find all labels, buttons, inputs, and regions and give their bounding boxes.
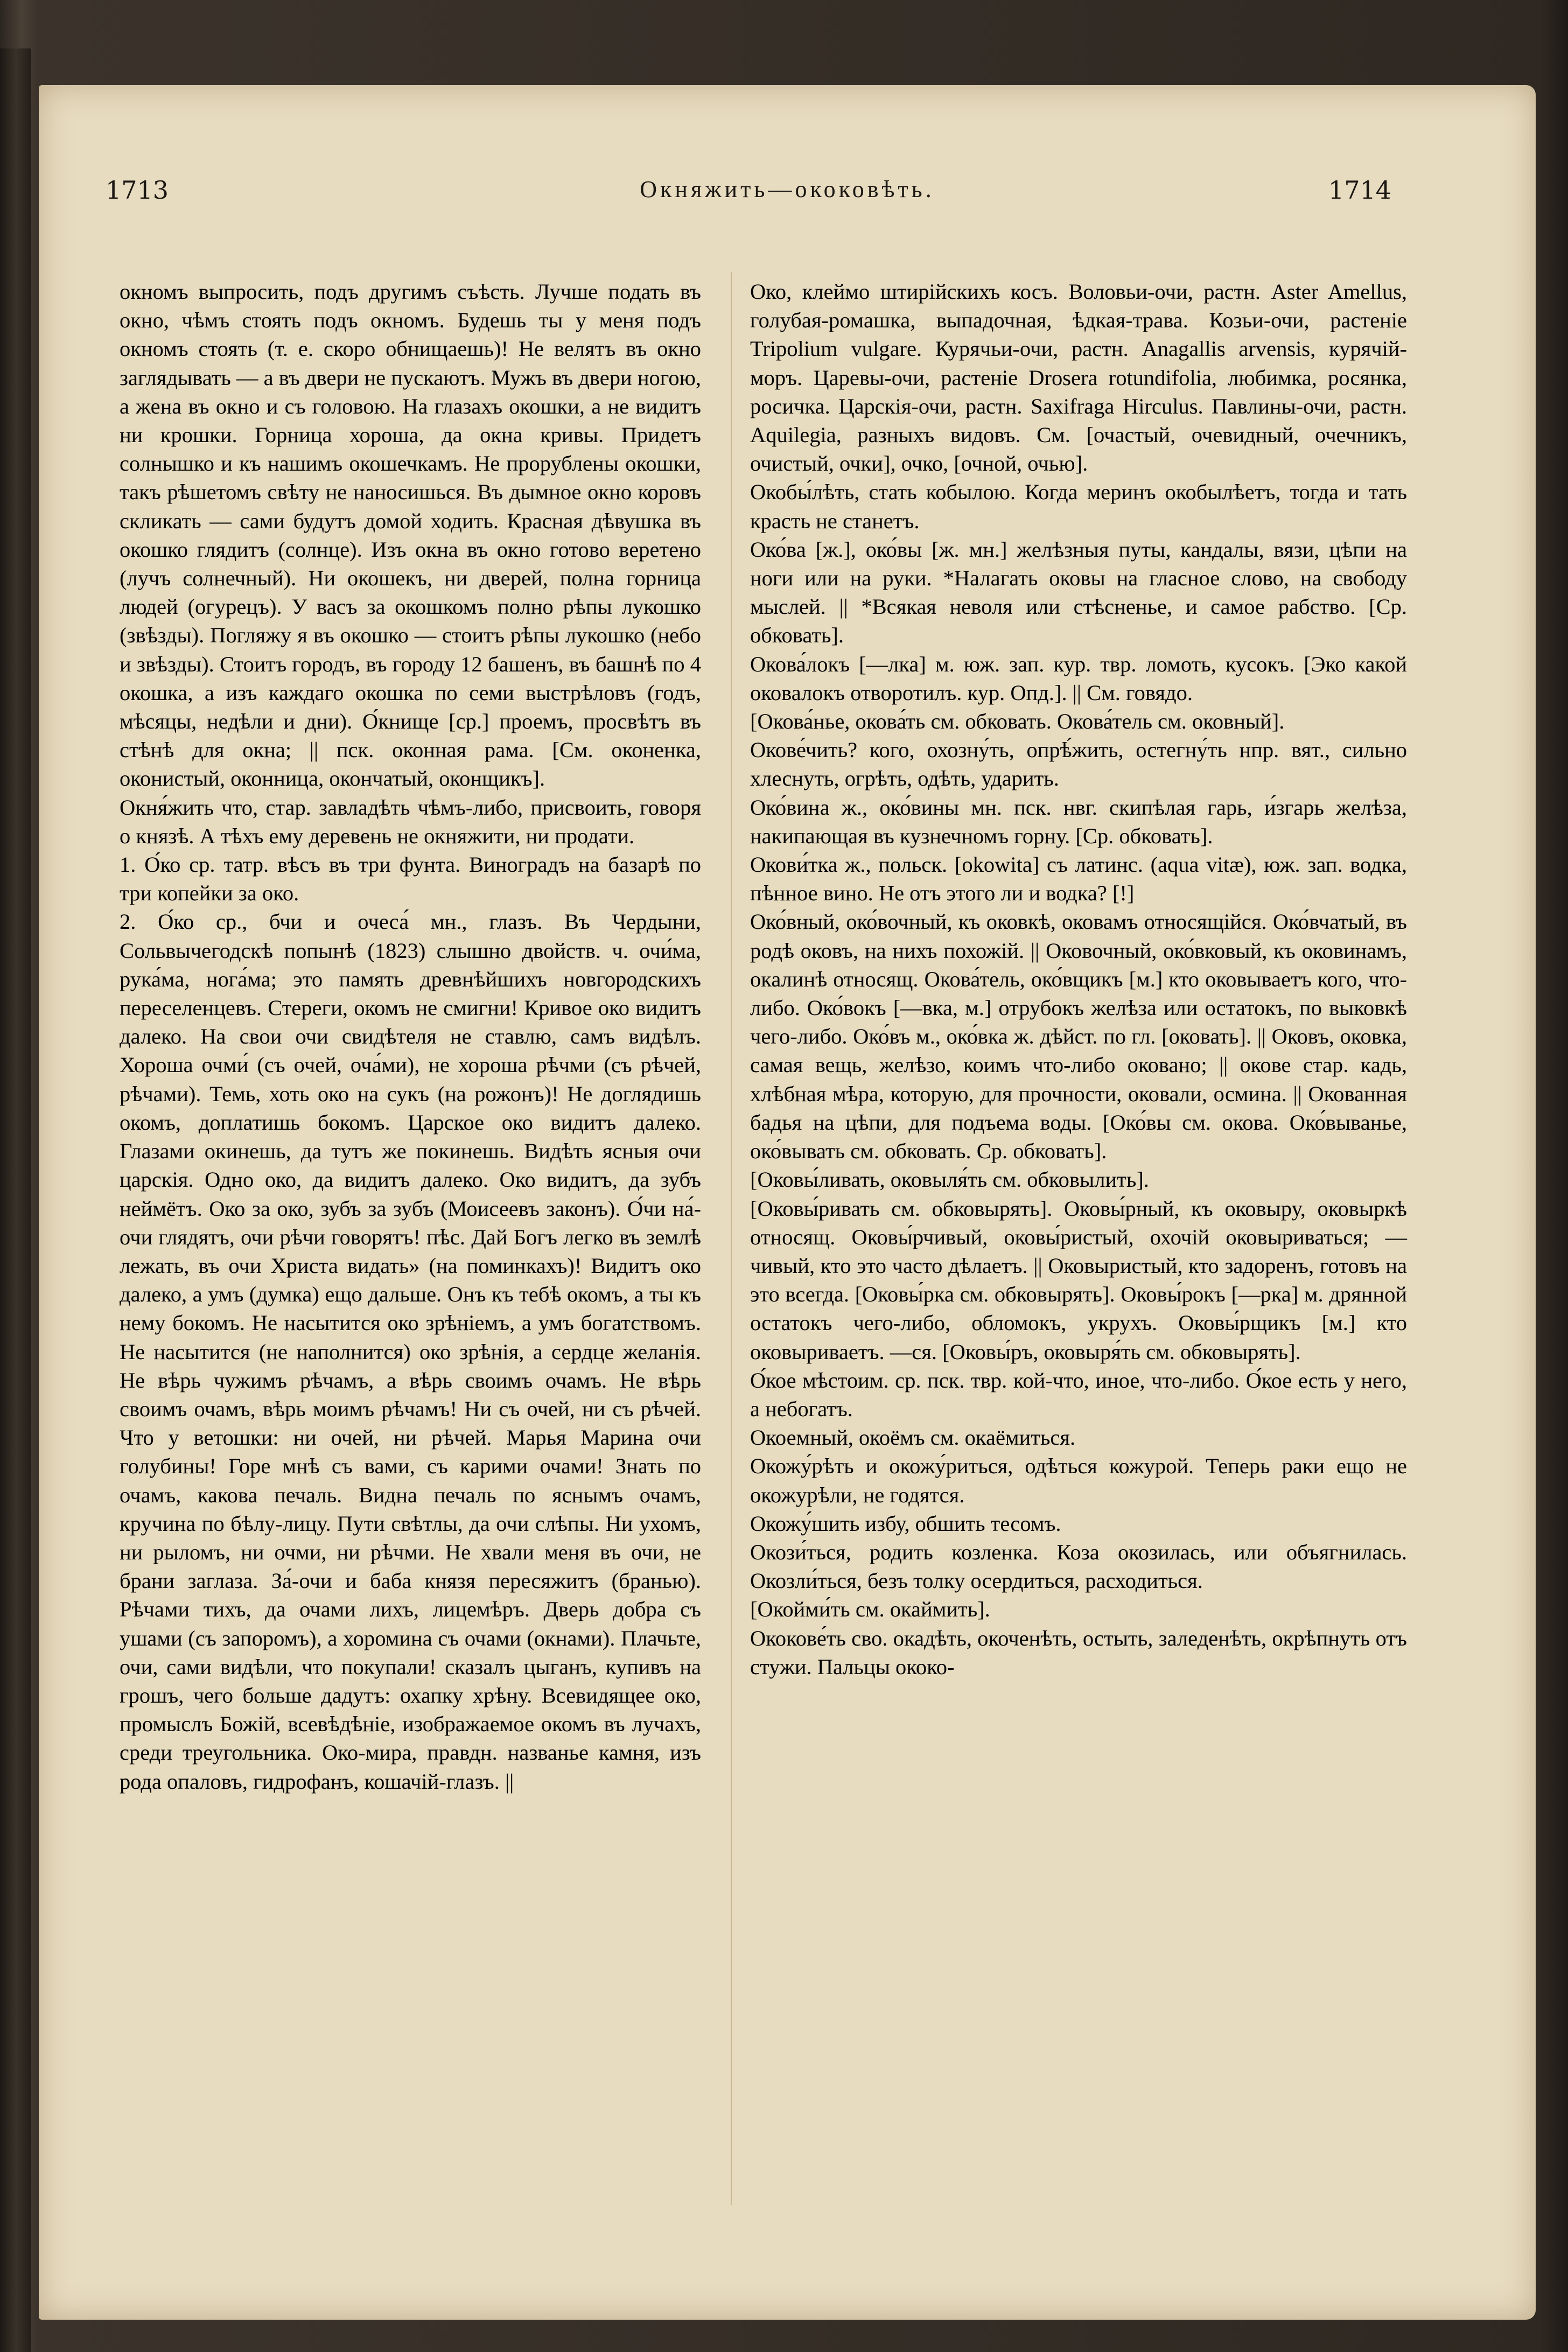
entry-paragraph: [Оковы́ливать, оковыля́ть см. обковылить]. [750,1167,1149,1192]
entry-paragraph: 1. О́ко ср. татр. вѣсъ въ три фунта. Виноградъ на базарѣ по три копейки за око. [120,852,701,906]
page-number-right: 1714 [1328,176,1391,205]
entry-paragraph: Око, клеймо штирійскихъ косъ. Воловьи-очи, растн. Aster Amellus, голубая-ромашка, выпадочная, ѣдкая-трава. Козьи-очи, растеніе Tripolium vulgare. Курячьи-очи, растн. Anagallis arvensis, курячій-моръ. Царевы-очи, растеніе Drosera rotundifolia, любимка, росянка, росичка. Царскія-очи, растн. Saxifraga Hirculus. Павлины-очи, растн. Aquilegia, разныхъ видовъ. См. [очастый, очевидный, очечникъ, очистый, очки], очко, [очной, очью]. [750,279,1407,476]
entry-paragraph: Окожу́рѣть и окожу́риться, одѣться кожурой. Теперь раки ещо не окожурѣли, не годятся. [750,1454,1407,1507]
entry-paragraph: Окоемный, окоёмъ см. окаёмиться. [750,1425,1076,1450]
column-divider [731,272,732,2205]
entry-paragraph: О́кое мѣстоим. ср. пск. твр. кой-что, иное, что-либо. О́кое есть у него, а небогатъ. [750,1368,1407,1421]
book-binding [0,48,31,2352]
entry-paragraph: Око́вина ж., око́вины мн. пск. нвг. скипѣлая гарь, и́згарь желѣза, накипающая въ кузнечномъ горну. [Ср. обковать]. [750,795,1407,848]
left-column [120,277,701,1796]
entry-paragraph: Ококове́ть сво. окадѣть, окоченѣть, остыть, заледенѣть, окрѣпнуть отъ стужи. Пальцы ококо- [750,1626,1407,1679]
entry-paragraph: [Окова́нье, окова́ть см. обковать. Окова́тель см. оковный]. [750,709,1285,734]
entry-paragraph: [Окойми́ть см. окаймить]. [750,1597,990,1622]
entry-paragraph: 2. О́ко ср., бчи и очеса́ мн., глазъ. Въ Чердыни, Сольвычегодскѣ попынѣ (1823) слышно двойств. ч. очи́ма, рука́ма, нога́ма; это память древнѣйшихъ новгородскихъ переселенцевъ. Стереги, окомъ не смигни! Кривое око видитъ далеко. На свои очи свидѣтеля не ставлю, самъ видѣлъ. Хороша очми́ (съ очей, оча́ми), не хороша рѣчми (съ рѣчей, рѣчами). Темь, хоть око на сукъ (на рожонъ)! Не доглядишь окомъ, доплатишь бокомъ. Царское око видитъ далеко. Глазами окинешь, да тутъ же покинешь. Видѣть ясныя очи царскія. Одно око, да видитъ далеко. Око видитъ, да зубъ неймётъ. Око за око, зубъ за зубъ (Моисеевъ законъ). О́чи на́-очи глядятъ, очи рѣчи говорятъ! пѣс. Дай Богъ легко въ землѣ лежать, въ очи Христа видать» (на поминкахъ)! Видитъ око далеко, а умъ (думка) ещо дальше. Онъ къ тебѣ окомъ, а ты къ нему бокомъ. Не насытится око зрѣніемъ, а умъ богатствомъ. Не насытится (не наполнится) око зрѣнія, а сердце желанія. Не вѣрь чужимъ рѣчамъ, а вѣрь своимъ очамъ. Не вѣрь своимъ очамъ, вѣрь моимъ рѣчамъ! Ни съ очей, ни съ рѣчей. Что у ветошки: ни очей, ни рѣчей. Марья Марина очи голубины! Горе мнѣ съ вами, съ карими очами! Знать по очамъ, какова печаль. Видна печаль по яснымъ очамъ, кручина по бѣлу-лицу. Пути свѣтлы, да очи слѣпы. Ни ухомъ, ни рыломъ, ни очми, ни рѣчми. Не хвали меня въ очи, не брани заглаза. За́-очи и баба князя пересяжитъ (бранью). Рѣчами тихъ, да очами лихъ, лицемѣръ. Дверь добра съ ушами (съ запоромъ), а хоромина съ очами (окнами). Плачьте, очи, сами видѣли, что покупали! сказалъ цыганъ, купивъ на грошъ, чего больше дадутъ: охапку хрѣну. Всевидящее око, промыслъ Божій, всевѣдѣніе, изображаемое окомъ въ лучахъ, среди треугольника. Око-мира, правдн. названье камня, изъ рода опаловъ, гидрофанъ, кошачій-глазъ. || [120,909,701,1794]
entry-paragraph: окномъ выпросить, подъ другимъ съѣсть. Лучше подать въ окно, чѣмъ стоять подъ окномъ. Будешь ты у меня подъ окномъ стоять (т. е. скоро обнищаешь)! Не велятъ въ окно заглядывать — а въ двери не пускаютъ. Мужъ въ двери ногою, а жена въ окно и съ головою. На глазахъ окошки, а не видитъ ни крошки. Горница хороша, да окна кривы. Придетъ солнышко и къ нашимъ окошечкамъ. Не прорублены окошки, такъ рѣшетомъ свѣту не наносишься. Въ дымное окно коровъ скликать — сами будутъ домой ходить. Красная дѣвушка въ окошко глядитъ (солнце). Изъ окна въ окно готово веретено (лучъ солнечный). Ни окошекъ, ни дверей, полна горница людей (огурецъ). У васъ за окошкомъ полно рѣпы лукошко (звѣзды). Погляжу я въ окошко — стоитъ рѣпы лукошко (небо и звѣзды). Стоитъ городъ, въ городу 12 башенъ, въ башнѣ по 4 окошка, а изъ каждаго окошка по семи выстрѣловъ (годъ, мѣсяцы, недѣли и дни). О́книще [ср.] проемъ, просвѣтъ въ стѣнѣ для окна; || пск. оконная рама. [См. оконенка, оконистый, оконница, окончатый, оконщикъ]. [120,279,701,791]
entry-paragraph: Окобы́лѣть, стать кобылою. Когда меринъ окобылѣетъ, тогда и тать красть не станетъ. [750,480,1407,533]
entry-paragraph: Око́вный, око́вочный, къ оковкѣ, оковамъ относящійся. Око́вчатый, въ родѣ оковъ, на нихъ похожій. || Оковочный, око́вковый, къ оковинамъ, окалинѣ относящ. Окова́тель, око́вщикъ [м.] кто оковываетъ кого, что-либо. Око́вокъ [—вка, м.] отрубокъ желѣза или остатокъ, по выковкѣ чего-либо. Око́въ м., око́вка ж. дѣйст. по гл. [оковать]. || Оковъ, оковка, самая вещь, желѣзо, коимъ что-либо оковано; || окове стар. кадь, хлѣбная мѣра, которую, для прочности, оковали, осмина. || Окованная бадья на цѣпи, для подъема воды. [Око́вы см. окова. Око́выванье, око́вывать см. обковать. Ср. обковать]. [750,909,1407,1164]
entry-paragraph: [Оковы́ривать см. обковырять]. Оковы́рный, къ оковыру, оковыркѣ относящ. Оковы́рчивый, оковы́ристый, охочій оковыриваться; —чивый, кто это часто дѣлаетъ. || Оковыристый, кто задоренъ, готовъ на это всегда. [Оковы́рка см. обковырять]. Оковы́рокъ [—рка] м. дрянной остатокъ чего-либо, обломокъ, укрухъ. Оковы́рщикъ [м.] кто оковыриваетъ. —ся. [Оковы́ръ, оковыря́ть см. обковырять]. [750,1196,1407,1364]
right-column [750,277,1407,1681]
entry-paragraph: Окня́жить что, стар. завладѣть чѣмъ-либо, присвоить, говоря о князѣ. А тѣхъ ему деревень не окняжити, ни продати. [120,795,701,848]
entry-paragraph: Око́ва [ж.], око́вы [ж. мн.] желѣзныя путы, кандалы, вязи, цѣпи на ноги или на руки. *Налагать оковы на гласное слово, на свободу мыслей. || *Всякая неволя или стѣсненье, и самое рабство. [Ср. обковать]. [750,537,1407,648]
page-number-left: 1713 [106,176,169,205]
entry-paragraph: Окови́тка ж., польск. [okowita] съ латинс. (aqua vitæ), юж. зап. водка, пѣнное вино. Не отъ этого ли и водка? [!] [750,852,1407,906]
running-title: Окняжить—ококовѣть. [640,176,935,202]
entry-paragraph: Окове́чить? кого, охозну́ть, опрѣ́жить, остегну́ть нпр. вят., сильно хлеснуть, огрѣть, одѣть, ударить. [750,738,1407,791]
entry-paragraph: Окози́ться, родить козленка. Коза окозилась, или объягнилась. Окозли́ться, безъ толку осердиться, расходиться. [750,1539,1407,1593]
entry-paragraph: Окова́локъ [—лка] м. юж. зап. кур. твр. ломоть, кусокъ. [Эко какой оковалокъ отворотилъ. кур. Опд.]. || См. говядо. [750,652,1407,705]
entry-paragraph: Окожу́шить избу, обшить тесомъ. [750,1511,1061,1536]
